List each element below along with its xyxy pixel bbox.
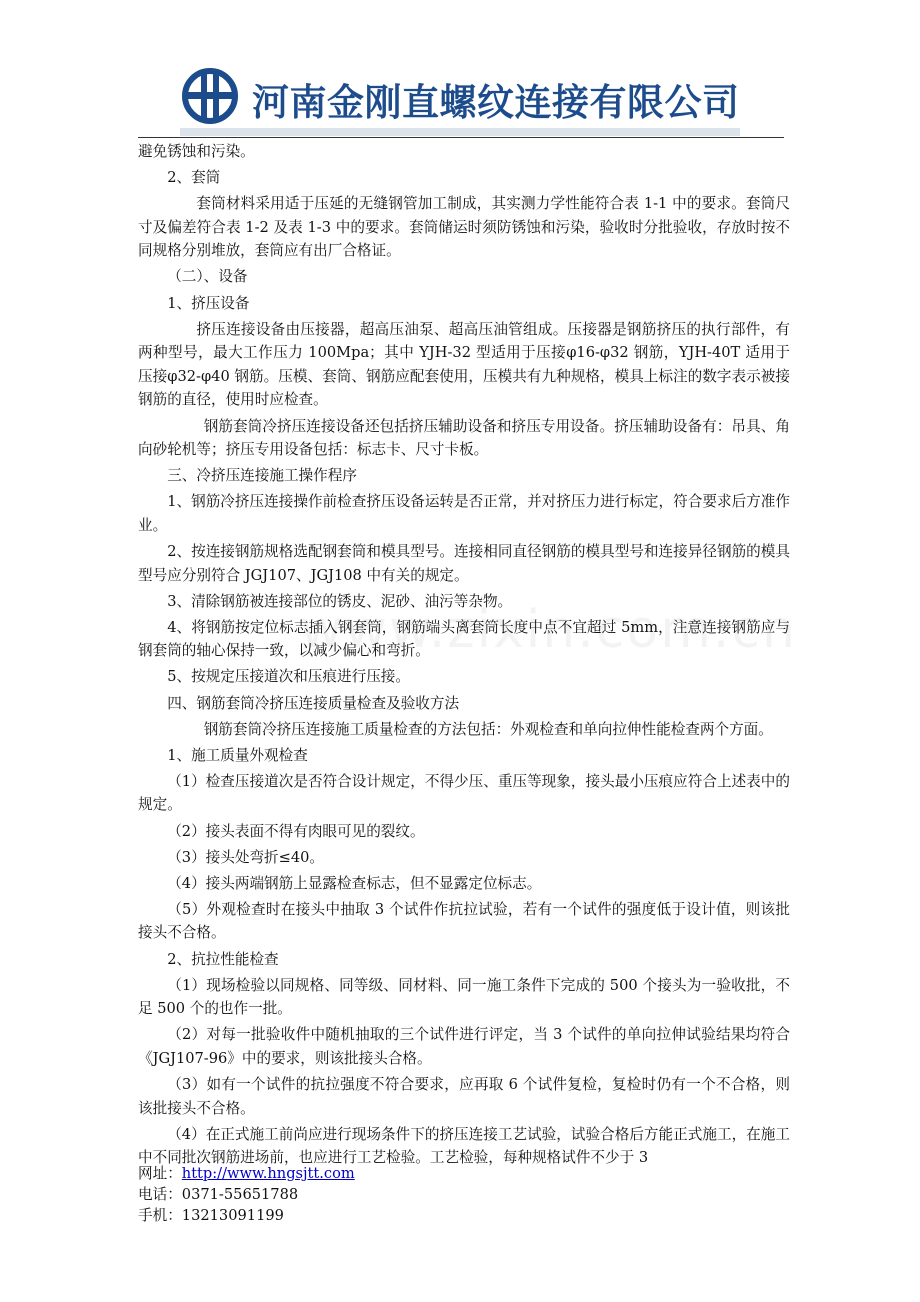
- company-logo-icon: [180, 66, 240, 126]
- section-heading: （二）、设备: [167, 268, 248, 286]
- list-item: （1）检查压接道次是否符合设计规定，不得少压、重压等现象，接头最小压痕应符合上述表中的规定。: [138, 772, 790, 814]
- paragraph: 钢筋套筒冷挤压连接施工质量检查的方法包括：外观检查和单向拉伸性能检查两个方面。: [203, 720, 773, 738]
- list-item: （4）接头两端钢筋上显露检查标志，但不显露定位标志。: [167, 874, 542, 892]
- mobile-number: 13213091199: [181, 1207, 284, 1224]
- list-item: （5）外观检查时在接头中抽取 3 个试件作抗拉试验，若有一个试件的强度低于设计值，则该批接头不合格。: [138, 900, 790, 942]
- list-item: 2、按连接钢筋规格选配钢套筒和模具型号。连接相同直径钢筋的模具型号和连接异径钢筋的模具型号应分别符合 JGJ107、JGJ108 中有关的规定。: [138, 543, 790, 584]
- list-item: （4）在正式施工前尚应进行现场条件下的挤压连接工艺试验，试验合格后方能正式施工，在施工中不同批次钢筋进场前，也应进行工艺检验。工艺检验，每种规格试件不少于 3: [138, 1125, 790, 1167]
- list-item: 5、按规定压接道次和压痕进行压接。: [167, 668, 410, 686]
- phone-label: 电话：: [138, 1186, 182, 1203]
- phone-line: [138, 1184, 355, 1205]
- website-line: [138, 1163, 355, 1184]
- list-item: 4、将钢筋按定位标志插入钢套筒，钢筋端头离套筒长度中点不宜超过 5mm，注意连接钢筋应与钢套筒的轴心保持一致，以减少偏心和弯折。: [138, 618, 790, 660]
- letterhead: [180, 62, 740, 132]
- list-item: 3、清除钢筋被连接部位的锈皮、泥砂、油污等杂物。: [167, 592, 513, 610]
- subheading: 1、挤压设备: [167, 294, 250, 312]
- list-item: （3）接头处弯折≤40。: [167, 848, 325, 866]
- paragraph: 挤压连接设备由压接器，超高压油泵、超高压油管组成。压接器是钢筋挤压的执行部件，有两种型号，最大工作压力 100Mpa；其中 YJH-32 型适用于压接φ16-φ32 钢筋，YJH-40T 适用于压接φ32-φ40 钢筋。压模、套筒、钢筋应配套使用，压模共有九种规格，模具上标注的数字表示被接钢筋的直径，使用时应检查。: [138, 320, 790, 409]
- list-item: （2）接头表面不得有肉眼可见的裂纹。: [167, 822, 425, 840]
- document-body: [138, 140, 790, 1170]
- list-item: 1、钢筋冷挤压连接操作前检查挤压设备运转是否正常，并对挤压力进行标定，符合要求后方准作业。: [138, 493, 790, 534]
- contact-footer: [138, 1163, 355, 1226]
- company-name: 河南金刚直螺纹连接有限公司: [252, 81, 740, 124]
- list-item: （1）现场检验以同规格、同等级、同材料、同一施工条件下完成的 500 个接头为一验收批，不足 500 个的也作一批。: [138, 976, 790, 1018]
- paragraph: 钢筋套筒冷挤压连接设备还包括挤压辅助设备和挤压专用设备。挤压辅助设备有：吊具、角向砂轮机等；挤压专用设备包括：标志卡、尺寸卡板。: [138, 417, 790, 459]
- section-heading: 三、冷挤压连接施工操作程序: [167, 467, 357, 485]
- mobile-line: [138, 1205, 355, 1226]
- header-divider: [138, 137, 784, 138]
- section-heading: 四、钢筋套筒冷挤压连接质量检查及验收方法: [167, 694, 460, 712]
- paragraph: 套筒材料采用适于压延的无缝钢管加工制成，其实测力学性能符合表 1-1 中的要求。套筒尺寸及偏差符合表 1-2 及表 1-3 中的要求。套筒储运时须防锈蚀和污染，验收时分批验收，存放时按不同规格分别堆放，套筒应有出厂合格证。: [138, 195, 790, 260]
- website-label: 网址：: [138, 1165, 182, 1182]
- paragraph: 避免锈蚀和污染。: [138, 143, 255, 160]
- website-link[interactable]: http://www.hngsjtt.com: [181, 1165, 355, 1182]
- phone-number: 0371-55651788: [181, 1186, 299, 1203]
- header-band: [180, 128, 740, 136]
- list-item: （2）对每一批验收件中随机抽取的三个试件进行评定，当 3 个试件的单向拉伸试验结果均符合《JGJ107-96》中的要求，则该批接头合格。: [138, 1026, 790, 1067]
- subheading: 2、抗拉性能检查: [167, 950, 279, 968]
- subheading: 2、套筒: [167, 169, 221, 187]
- subheading: 1、施工质量外观检查: [167, 746, 308, 764]
- mobile-label: 手机：: [138, 1207, 182, 1224]
- list-item: （3）如有一个试件的抗拉强度不符合要求，应再取 6 个试件复检，复检时仍有一个不合格，则该批接头不合格。: [138, 1075, 790, 1117]
